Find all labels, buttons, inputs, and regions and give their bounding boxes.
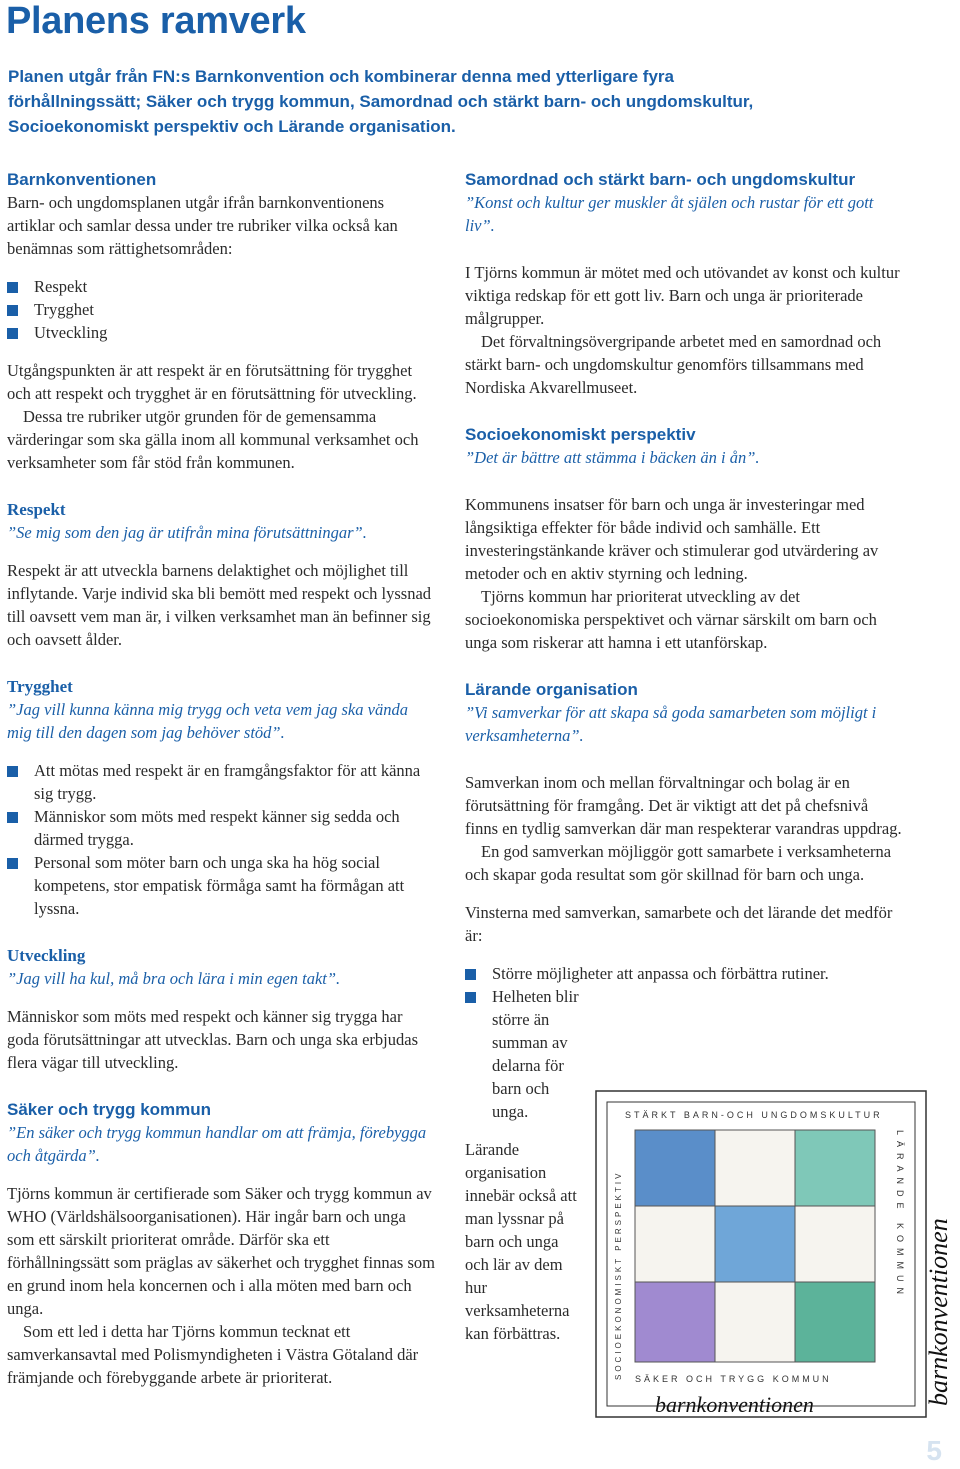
trygghet-list: [7, 759, 435, 920]
puzzle-grid: [635, 1130, 875, 1362]
heading-utveckling: Utveckling: [7, 946, 86, 965]
list-item: Respekt: [7, 275, 435, 298]
paragraph: Barn- och ungdomsplanen utgår ifrån barnkonventionens artiklar och samlar dessa under tre rubriker vilka också kan benämnas som rättighetsområden:: [7, 193, 398, 258]
paragraph: Vinsterna med samverkan, samarbete och det lärande det medför är:: [465, 903, 893, 945]
puzzle-piece: [635, 1282, 715, 1362]
illustration-bottom-script: barnkonventionen: [655, 1392, 814, 1417]
rights-list: [7, 275, 435, 344]
heading-trygghet: Trygghet: [7, 677, 73, 696]
intro-text: Planen utgår från FN:s Barnkonvention och kombinerar denna med ytterligare fyra förhållningssätt; Säker och trygg kommun, Samordnad och stärkt barn- och ungdomskultur, Socioekonomiskt perspektiv och Lärande organisation.: [8, 67, 754, 136]
paragraph: Som ett led i detta har Tjörns kommun tecknat ett samverkansavtal med Polismyndigheten i Västra Götaland där främjande och förebyggande arbete är prioriterat.: [7, 1322, 419, 1387]
paragraph: Samverkan inom och mellan förvaltningar och bolag är en förutsättning för framgång. Det är viktigt att det på chefsnivå finns en tydlig samverkan där man respekterar varandras uppdrag.: [465, 773, 902, 838]
paragraph: Tjörns kommun har prioriterat utveckling av det socioekonomiska perspektivet och värnar särskilt om barn och unga som riskerar att hamna i ett utanförskap.: [465, 587, 877, 652]
quote: ”Konst och kultur ger muskler åt själen och rustar för ett gott liv”.: [465, 193, 874, 235]
puzzle-illustration: [595, 1090, 957, 1420]
heading-saker-trygg-kommun: Säker och trygg kommun: [7, 1100, 212, 1119]
puzzle-piece: [795, 1206, 875, 1282]
puzzle-piece: [635, 1206, 715, 1282]
list-item: Människor som möts med respekt känner sig sedda och därmed trygga.: [7, 805, 435, 851]
list-item: Att mötas med respekt är en framgångsfaktor för att känna sig trygg.: [7, 759, 435, 805]
puzzle-piece: [715, 1130, 795, 1206]
illustration-top-label: STÄRKT BARN-OCH UNGDOMSKULTUR: [625, 1110, 883, 1120]
paragraph: Lärande organisation innebär också att man lyssnar på barn och unga och lär av dem hur verksamheterna kan förbättras.: [465, 1140, 577, 1343]
puzzle-piece: [715, 1206, 795, 1282]
list-item: Utveckling: [7, 321, 435, 344]
quote: ”Jag vill ha kul, må bra och lära i min egen takt”.: [7, 969, 341, 988]
quote: ”Det är bättre att stämma i bäcken än i ån”.: [465, 448, 760, 467]
quote: ”Vi samverkar för att skapa så goda samarbeten som möjligt i verksamheterna”.: [465, 703, 877, 745]
list-item: Personal som möter barn och unga ska ha hög social kompetens, stor empatisk förmåga samt ha förmågan att lyssna.: [7, 851, 435, 920]
quote: ”En säker och trygg kommun handlar om att främja, förebygga och åtgärda”.: [7, 1123, 427, 1165]
illustration-side-script: barnkonventionen: [924, 1218, 953, 1406]
heading-respekt: Respekt: [7, 500, 66, 519]
heading-larande-organisation: Lärande organisation: [465, 680, 638, 699]
paragraph: I Tjörns kommun är mötet med och utövandet av konst och kultur viktiga redskap för ett gott liv. Barn och unga är prioriterade målgrupper.: [465, 263, 900, 328]
paragraph: Tjörns kommun är certifierade som Säker och trygg kommun av WHO (Världshälsoorganisationen). Här ingår barn och unga som ett särskilt prioriterat område. Därför ska ett förhållningssätt som präglas av säkerhet och trygghet finnas som en grund inom hela koncernen och i alla möten med barn och unga.: [7, 1184, 435, 1318]
paragraph: Dessa tre rubriker utgör grunden för de gemensamma värderingar som ska gälla inom all kommunal verksamhet och verksamheter som får stöd från kommunen.: [7, 407, 419, 472]
puzzle-piece: [635, 1130, 715, 1206]
illustration-right-label: LÄRANDE KOMMUN: [895, 1130, 905, 1301]
page-number: 5: [926, 1435, 942, 1466]
quote: ”Jag vill kunna känna mig trygg och veta vem jag ska vända mig till den dagen som jag behöver stöd”.: [7, 700, 408, 742]
illustration-left-label: SOCIOEKONOMISKT PERSPEKTIV: [614, 1170, 623, 1380]
paragraph: Kommunens insatser för barn och unga är investeringar med långsiktiga effekter för både individ och samhälle. Ett investeringstänkande kräver och stimulerar god utvärdering av metoder och en aktiv styrning och ledning.: [465, 495, 879, 583]
list-item: Helheten blir större än summan av delarna för barn och unga.: [465, 985, 582, 1123]
paragraph: En god samverkan möjliggör gott samarbete i verksamheterna och skapar goda resultat som gör skillnad för barn och unga.: [465, 842, 892, 884]
paragraph: Människor som möts med respekt och känner sig trygga har goda förutsättningar att utvecklas. Barn och unga ska erbjudas flera vägar till utveckling.: [7, 1007, 419, 1072]
heading-barnkonventionen: Barnkonventionen: [7, 170, 157, 189]
puzzle-piece: [715, 1282, 795, 1362]
heading-samordnad: Samordnad och stärkt barn- och ungdomskultur: [465, 170, 856, 189]
page-title: Planens ramverk: [6, 0, 306, 42]
list-item: Trygghet: [7, 298, 435, 321]
left-column: [7, 168, 435, 1389]
heading-socioekonomiskt: Socioekonomiskt perspektiv: [465, 425, 696, 444]
list-item: Större möjligheter att anpassa och förbättra rutiner.: [465, 962, 905, 985]
puzzle-piece: [795, 1130, 875, 1206]
paragraph: Utgångspunkten är att respekt är en förutsättning för trygghet och att respekt och trygghet är en förutsättning för utveckling.: [7, 361, 417, 403]
puzzle-piece: [795, 1282, 875, 1362]
quote: ”Se mig som den jag är utifrån mina förutsättningar”.: [7, 523, 367, 542]
illustration-bottom-label: SÄKER OCH TRYGG KOMMUN: [635, 1374, 832, 1384]
paragraph: Det förvaltningsövergripande arbetet med en samordnad och stärkt barn- och ungdomskultur genomförs tillsammans med Nordiska Akvarellmuseet.: [465, 332, 882, 397]
paragraph: Respekt är att utveckla barnens delaktighet och möjlighet till inflytande. Varje individ ska bli bemött med respekt och lyssnad till oavsett vem man är, i vilken verksamhet man än befinner sig och oavsett ålder.: [7, 561, 432, 649]
